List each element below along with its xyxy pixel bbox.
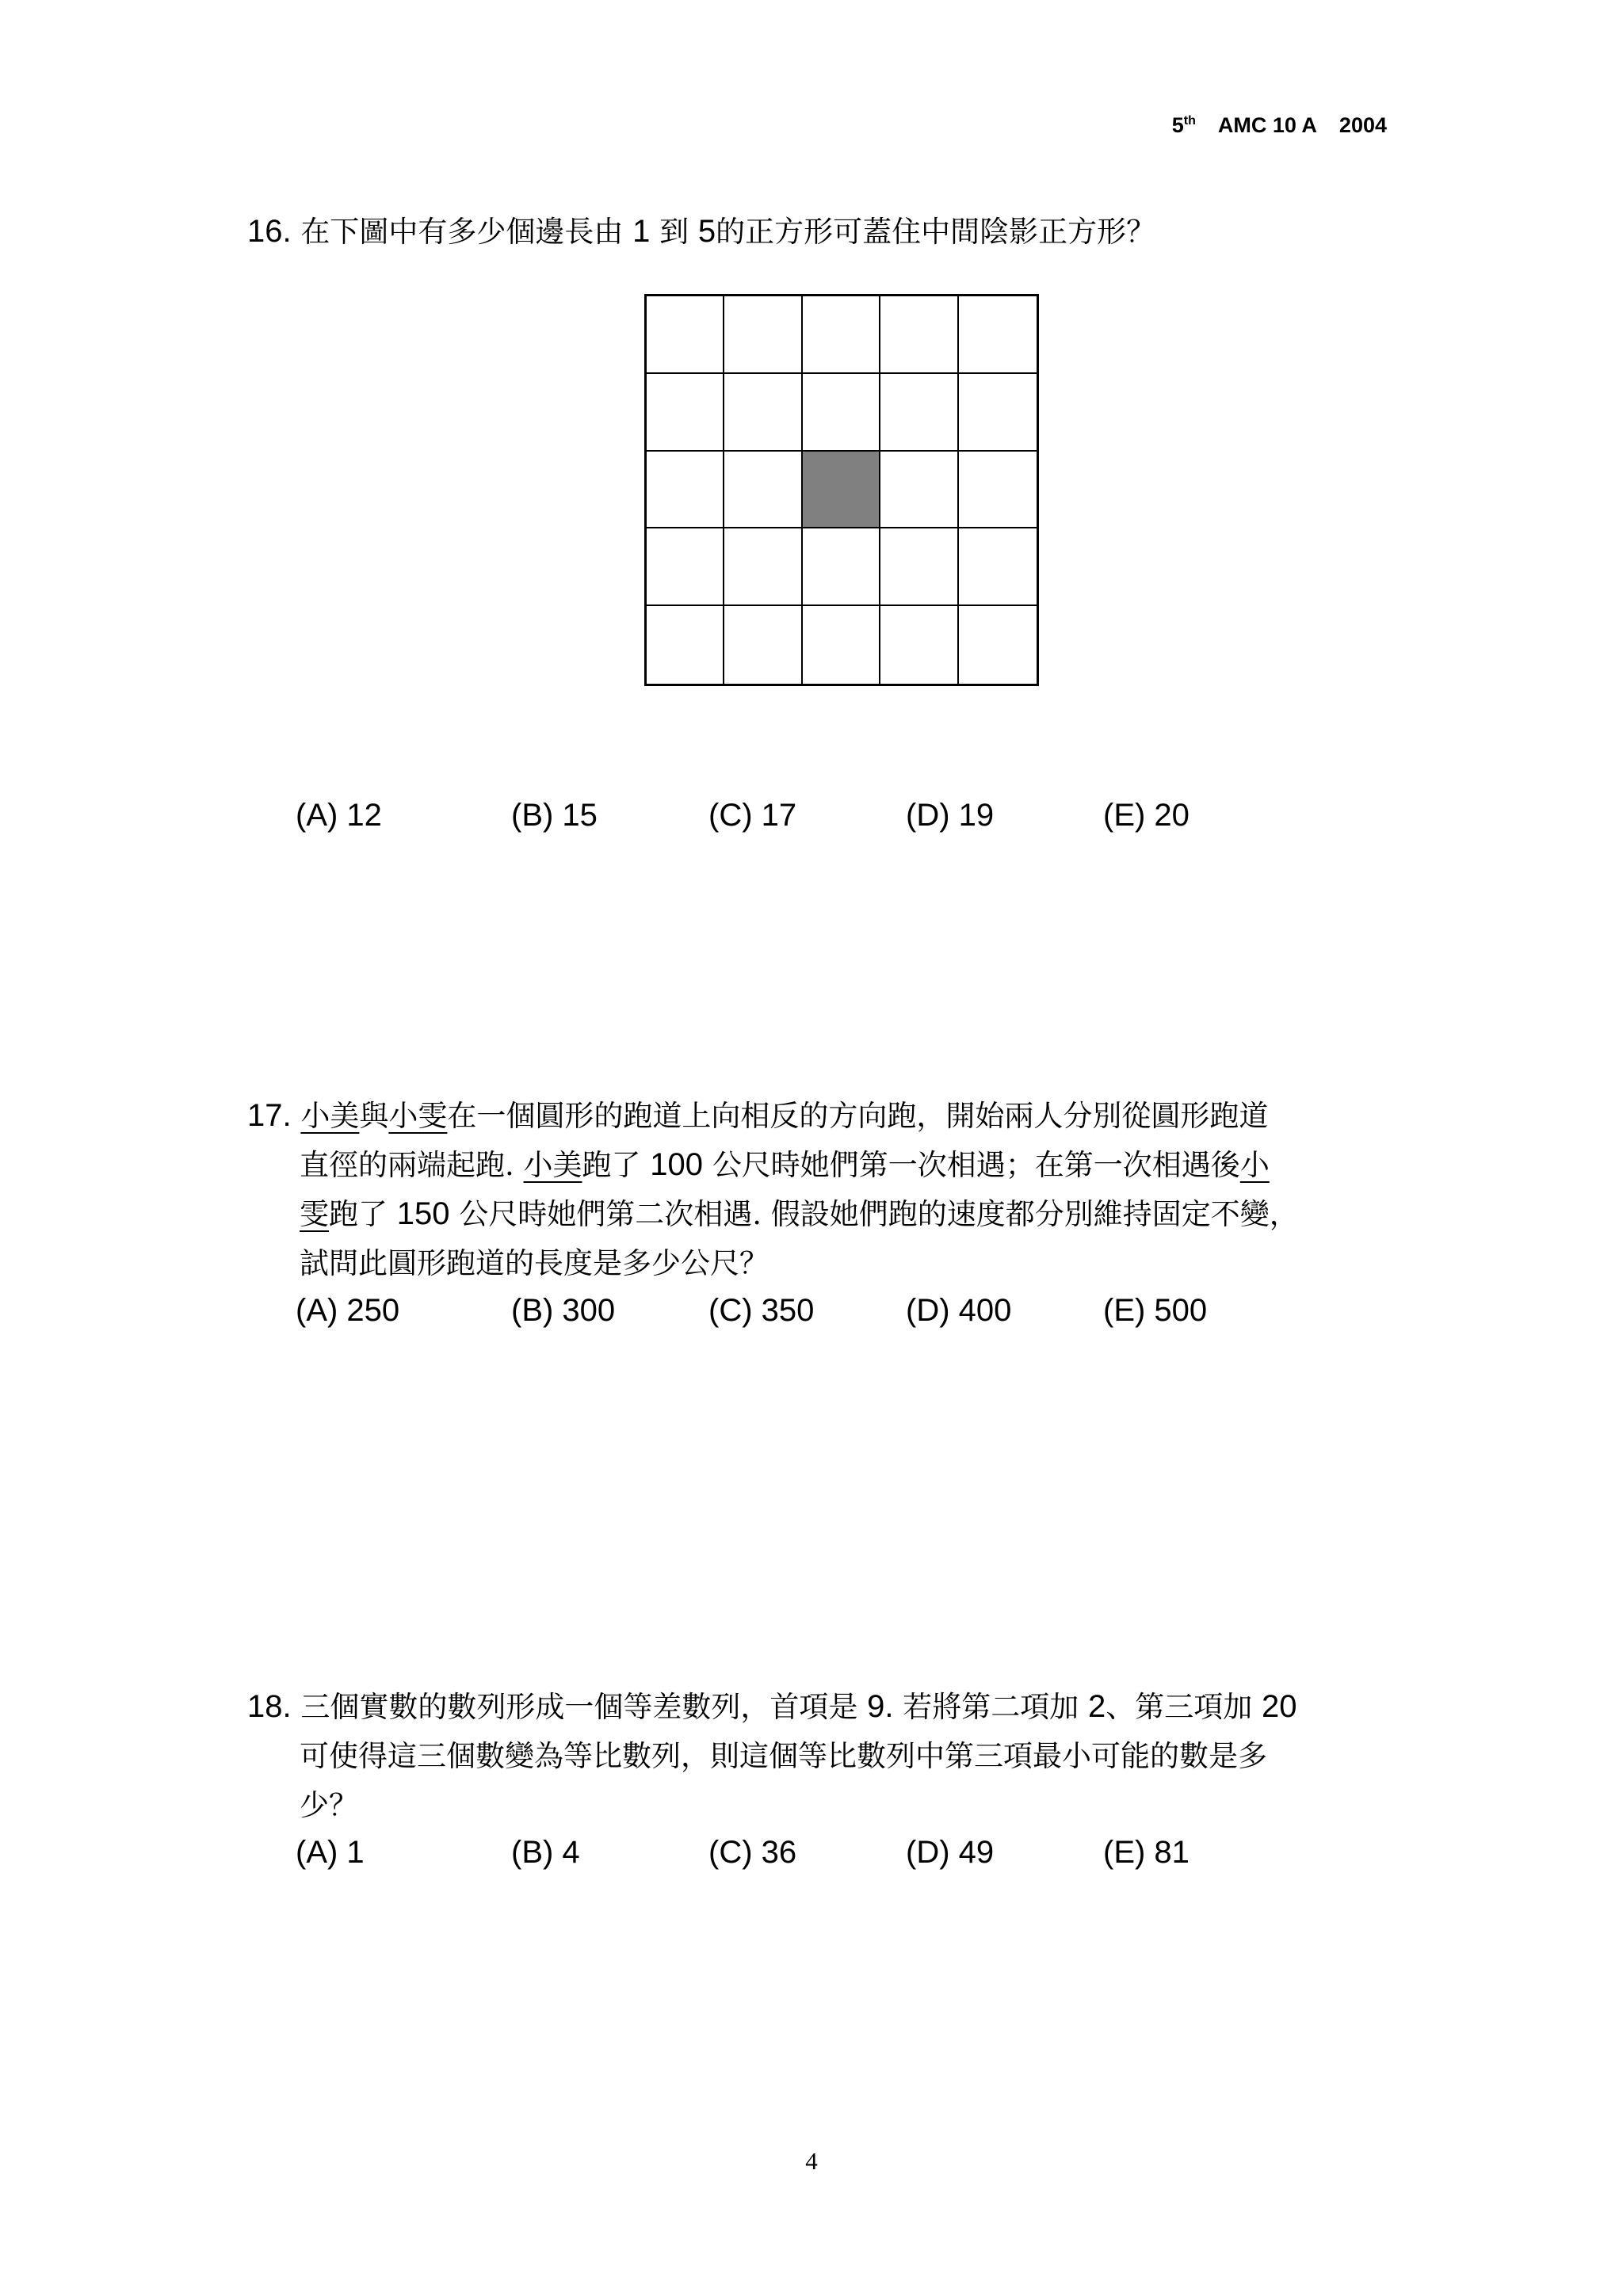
q17-number: 17. — [247, 1098, 292, 1133]
q16-grid-cell — [803, 296, 880, 374]
q18-text: 若將第二項加 — [903, 1690, 1079, 1724]
q17-text: 直徑的兩端起跑. — [300, 1148, 514, 1182]
header-edition: 5 — [1171, 113, 1184, 137]
q18-choices — [0, 1835, 1623, 1875]
q16-grid-cell — [959, 528, 1037, 606]
q17-name-xiaomei: 小美 — [300, 1099, 360, 1133]
q16-grid-cell — [959, 606, 1037, 684]
page-number: 4 — [805, 2147, 818, 2175]
q16-grid-cell — [880, 296, 958, 374]
q16-grid-cell — [724, 296, 802, 374]
q16-number: 16. — [247, 214, 292, 249]
header-contest: AMC 10 A — [1217, 113, 1317, 137]
q17-text: 跑了 — [329, 1197, 388, 1231]
q17-choice-a[interactable]: (A) 250 — [296, 1293, 400, 1328]
q18-line-3: 少？ — [300, 1788, 358, 1822]
q16-text-part: 在下圖中有多少個邊長由 — [300, 215, 624, 249]
q16-grid-cell — [647, 528, 724, 606]
q17-choice-d[interactable]: (D) 400 — [906, 1293, 1012, 1328]
q16-grid-cell — [724, 606, 802, 684]
q18-number-20: 20 — [1262, 1689, 1297, 1724]
q17-choices — [0, 1293, 1623, 1333]
q16-choice-e[interactable]: (E) 20 — [1103, 798, 1190, 833]
q16-grid-cell — [647, 296, 724, 374]
q16-grid-cell — [724, 528, 802, 606]
q17-name-xiaowen-part: 雯 — [300, 1197, 329, 1231]
q16-choice-d[interactable]: (D) 19 — [906, 798, 995, 833]
q17-text: 公尺時她們第二次相遇. 假設她們跑的速度都分別維持固定不變， — [459, 1197, 1299, 1231]
q18-choice-d[interactable]: (D) 49 — [906, 1835, 995, 1870]
q16-grid-cell — [647, 452, 724, 529]
q16-choice-b[interactable]: (B) 15 — [511, 798, 598, 833]
header-edition-suffix: th — [1183, 114, 1196, 128]
q17-name-xiaowen-part: 小 — [1239, 1148, 1270, 1182]
q18-choice-a[interactable]: (A) 1 — [296, 1835, 365, 1870]
q16-grid-figure — [644, 294, 1039, 686]
q16-text-number: 5 — [697, 214, 716, 249]
q17-choice-c[interactable]: (C) 350 — [708, 1293, 815, 1328]
q16-grid-cell — [803, 528, 880, 606]
q18-text: 三個實數的數列形成一個等差數列，首項是 — [300, 1690, 858, 1724]
q17-line-1 — [247, 1092, 1268, 1135]
q16-text-number: 1 — [632, 214, 651, 249]
q16-grid-cell — [647, 374, 724, 452]
q16-grid-cell — [647, 606, 724, 684]
q16-grid-cell — [880, 452, 958, 529]
q16-grid-cell — [724, 452, 802, 529]
header-year: 2004 — [1338, 113, 1387, 137]
q17-name-xiaowen: 小雯 — [388, 1099, 448, 1133]
q16-text-part: 到 — [659, 215, 689, 249]
q17-number-150: 150 — [396, 1196, 450, 1231]
q16-grid-cell — [959, 452, 1037, 529]
q16-grid-cell — [803, 606, 880, 684]
q16-shaded-square — [803, 452, 880, 529]
q16-choice-a[interactable]: (A) 12 — [296, 798, 382, 833]
q16-grid-cell — [880, 606, 958, 684]
q17-line-3 — [300, 1190, 1299, 1233]
q16-grid-cell — [724, 374, 802, 452]
q16-grid-cell — [880, 528, 958, 606]
q17-text: 跑了 — [582, 1148, 641, 1182]
q16-text — [247, 208, 1155, 250]
q17-name-xiaomei: 小美 — [523, 1148, 582, 1182]
q17-line-4: 試問此圓形跑道的長度是多少公尺？ — [300, 1246, 769, 1280]
q17-text: 與 — [359, 1099, 389, 1133]
q16-grid-cell — [803, 374, 880, 452]
q18-choice-e[interactable]: (E) 81 — [1103, 1835, 1190, 1870]
q18-line-1 — [247, 1683, 1297, 1726]
q16-grid-cell — [959, 374, 1037, 452]
q18-number-9: 9. — [867, 1689, 894, 1724]
q18-choice-b[interactable]: (B) 4 — [511, 1835, 580, 1870]
q18-number-2: 2 — [1088, 1689, 1106, 1724]
q16-grid-cell — [959, 296, 1037, 374]
q16-choices — [0, 798, 1623, 837]
q18-line-2: 可使得這三個數變為等比數列，則這個等比數列中第三項最小可能的數是多 — [300, 1739, 1267, 1773]
q16-text-part: 的正方形可蓋住中間陰影正方形？ — [716, 215, 1156, 249]
q18-text: 、第三項加 — [1106, 1690, 1253, 1724]
q16-grid-cell — [880, 374, 958, 452]
q18-number: 18. — [247, 1689, 292, 1724]
q18-choice-c[interactable]: (C) 36 — [708, 1835, 797, 1870]
q17-number-100: 100 — [650, 1147, 704, 1182]
page-header — [1172, 113, 1387, 138]
q17-choice-b[interactable]: (B) 300 — [511, 1293, 616, 1328]
q16-choice-c[interactable]: (C) 17 — [708, 798, 797, 833]
q17-choice-e[interactable]: (E) 500 — [1103, 1293, 1208, 1328]
q17-text: 公尺時她們第一次相遇；在第一次相遇後 — [712, 1148, 1240, 1182]
q17-line-2 — [300, 1141, 1270, 1184]
q17-text: 在一個圓形的跑道上向相反的方向跑，開始兩人分別從圓形跑道 — [447, 1099, 1269, 1133]
